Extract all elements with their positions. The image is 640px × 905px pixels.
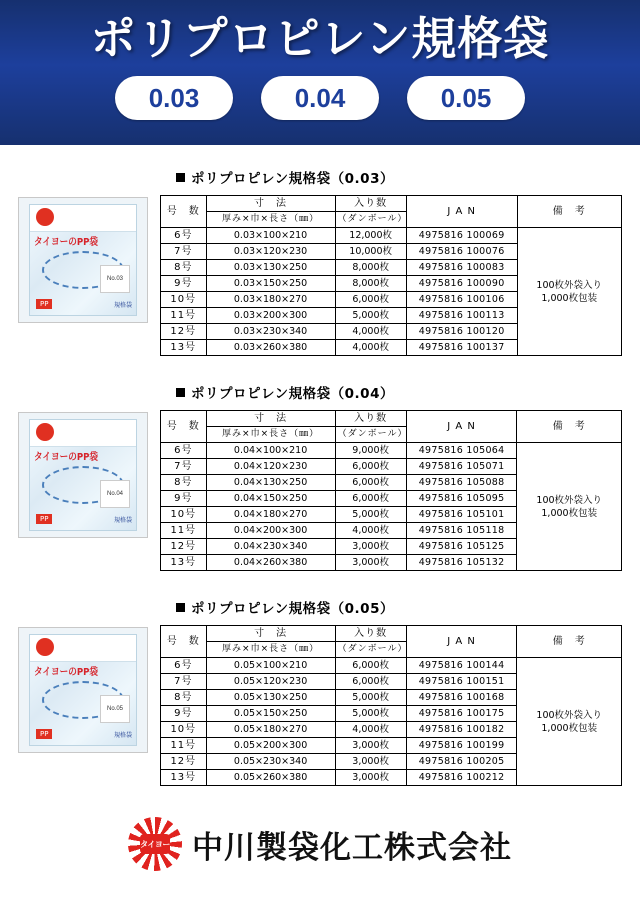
th-qty-sub: （ダンボール） [335,642,406,658]
remarks-line1: 100枚外袋入り [536,279,603,291]
cell-no: 11号 [161,523,207,539]
cell-no: 11号 [161,738,207,754]
cell-jan: 4975816 100137 [406,340,517,356]
bag-red-tag: PP [36,299,52,309]
product-photo-003 [18,197,148,323]
thickness-badge-004: 0.04 [261,76,379,120]
th-qty-sub: （ダンボール） [335,427,406,443]
cell-no: 11号 [161,308,207,324]
section-004 [18,382,622,571]
cell-dim: 0.03×230×340 [206,324,335,340]
cell-dim: 0.04×260×380 [206,555,335,571]
cell-dim: 0.04×130×250 [206,475,335,491]
th-remarks: 備 考 [517,411,622,443]
cell-jan: 4975816 105118 [406,523,517,539]
bag-side-text: 規格袋 [113,302,132,309]
cell-jan: 4975816 105071 [406,459,517,475]
cell-dim: 0.05×260×380 [206,770,335,786]
cell-no: 9号 [161,276,207,292]
cell-no: 6号 [161,228,207,244]
section-title-text-005: ポリプロピレン規格袋（0.05） [191,601,394,617]
cell-jan: 4975816 100205 [406,754,517,770]
bag-side-text: 規格袋 [113,517,132,524]
cell-dim: 0.04×120×230 [206,459,335,475]
cell-jan: 4975816 105125 [406,539,517,555]
cell-qty: 4,000枚 [335,324,406,340]
product-photo-004 [18,412,148,538]
taiyo-logo-icon [36,423,54,441]
remarks-line2: 1,000枚包装 [541,507,598,519]
cell-qty: 12,000枚 [335,228,406,244]
section-title-003 [176,167,622,187]
cell-dim: 0.05×130×250 [206,690,335,706]
cell-jan: 4975816 105095 [406,491,517,507]
table-header-row [161,626,622,642]
cell-no: 13号 [161,555,207,571]
page-content [0,145,640,876]
cell-qty: 9,000枚 [335,443,406,459]
bag-brand-text: タイヨーのPP袋 [34,237,99,248]
section-title-text-003: ポリプロピレン規格袋（0.03） [191,171,394,187]
cell-no: 10号 [161,507,207,523]
th-dim-sub: 厚み×巾×長さ（㎜） [206,642,335,658]
remarks-line2: 1,000枚包装 [541,292,598,304]
cell-dim: 0.05×200×300 [206,738,335,754]
remarks-line1: 100枚外袋入り [536,494,603,506]
cell-no: 12号 [161,754,207,770]
bag-size-label-004: No.04 [100,480,130,508]
cell-qty: 4,000枚 [335,722,406,738]
cell-jan: 4975816 105132 [406,555,517,571]
bag-illustration [29,204,137,316]
cell-dim: 0.05×100×210 [206,658,335,674]
cell-dim: 0.03×130×250 [206,260,335,276]
cell-qty: 5,000枚 [335,308,406,324]
bag-brand-text: タイヨーのPP袋 [34,452,99,463]
spec-table-003 [160,195,622,356]
cell-dim: 0.03×120×230 [206,244,335,260]
cell-remarks [517,443,622,571]
cell-jan: 4975816 100090 [406,276,517,292]
cell-jan: 4975816 105101 [406,507,517,523]
cell-no: 7号 [161,244,207,260]
cell-qty: 8,000枚 [335,260,406,276]
cell-jan: 4975816 100120 [406,324,517,340]
cell-qty: 4,000枚 [335,523,406,539]
th-qty-main: 入り数 [335,196,406,212]
bag-red-tag: PP [36,514,52,524]
th-no: 号 数 [161,196,207,228]
th-no: 号 数 [161,411,207,443]
cell-jan: 4975816 105064 [406,443,517,459]
section-body-004 [18,410,622,571]
cell-jan: 4975816 100076 [406,244,517,260]
bag-illustration [29,634,137,746]
th-remarks: 備 考 [517,196,622,228]
table-header-row [161,411,622,427]
cell-remarks [517,228,622,356]
cell-jan: 4975816 100212 [406,770,517,786]
logo-core-text: タイヨー [140,834,170,854]
cell-jan: 4975816 105088 [406,475,517,491]
cell-jan: 4975816 100182 [406,722,517,738]
th-jan: J A N [406,196,517,228]
th-dim-sub: 厚み×巾×長さ（㎜） [206,212,335,228]
cell-no: 8号 [161,475,207,491]
th-qty-sub: （ダンボール） [335,212,406,228]
cell-qty: 5,000枚 [335,690,406,706]
cell-qty: 5,000枚 [335,706,406,722]
bag-illustration [29,419,137,531]
cell-dim: 0.03×200×300 [206,308,335,324]
bag-size-label-003: No.03 [100,265,130,293]
cell-dim: 0.05×230×340 [206,754,335,770]
cell-dim: 0.04×230×340 [206,539,335,555]
cell-jan: 4975816 100106 [406,292,517,308]
remarks-line1: 100枚外袋入り [536,709,603,721]
spec-table-005 [160,625,622,786]
page-title: ポリプロピレン規格袋 [90,12,550,65]
th-jan: J A N [406,411,517,443]
company-logo-icon [128,817,182,871]
cell-jan: 4975816 100199 [406,738,517,754]
th-jan: J A N [406,626,517,658]
th-dim-main: 寸 法 [206,196,335,212]
cell-no: 12号 [161,324,207,340]
cell-jan: 4975816 100151 [406,674,517,690]
cell-qty: 3,000枚 [335,738,406,754]
cell-qty: 6,000枚 [335,475,406,491]
cell-no: 10号 [161,722,207,738]
thickness-badge-005: 0.05 [407,76,525,120]
cell-no: 13号 [161,770,207,786]
cell-qty: 3,000枚 [335,539,406,555]
cell-jan: 4975816 100083 [406,260,517,276]
cell-no: 6号 [161,658,207,674]
cell-dim: 0.04×180×270 [206,507,335,523]
cell-qty: 3,000枚 [335,555,406,571]
company-name: 中川製袋化工株式会社 [192,829,512,866]
taiyo-logo-icon [36,638,54,656]
cell-no: 13号 [161,340,207,356]
section-title-text-004: ポリプロピレン規格袋（0.04） [191,386,394,402]
cell-dim: 0.03×260×380 [206,340,335,356]
table-row [161,443,622,459]
section-body-005 [18,625,622,786]
cell-qty: 6,000枚 [335,674,406,690]
th-qty-main: 入り数 [335,411,406,427]
th-qty-main: 入り数 [335,626,406,642]
cell-jan: 4975816 100113 [406,308,517,324]
bullet-square-icon [176,173,185,182]
page-header [0,0,640,145]
cell-qty: 8,000枚 [335,276,406,292]
cell-no: 9号 [161,491,207,507]
remarks-line2: 1,000枚包装 [541,722,598,734]
bag-side-text: 規格袋 [113,732,132,739]
spec-table-004 [160,410,622,571]
cell-dim: 0.04×200×300 [206,523,335,539]
cell-no: 9号 [161,706,207,722]
cell-dim: 0.04×100×210 [206,443,335,459]
thickness-badge-row [0,76,640,120]
section-005 [18,597,622,786]
cell-jan: 4975816 100144 [406,658,517,674]
cell-qty: 6,000枚 [335,459,406,475]
cell-jan: 4975816 100175 [406,706,517,722]
cell-qty: 6,000枚 [335,491,406,507]
product-photo-005 [18,627,148,753]
cell-qty: 6,000枚 [335,292,406,308]
bag-brand-text: タイヨーのPP袋 [34,667,99,678]
cell-no: 8号 [161,690,207,706]
bag-size-label-005: No.05 [100,695,130,723]
cell-dim: 0.04×150×250 [206,491,335,507]
section-title-004 [176,382,622,402]
cell-dim: 0.05×180×270 [206,722,335,738]
th-remarks: 備 考 [517,626,622,658]
cell-no: 12号 [161,539,207,555]
cell-qty: 3,000枚 [335,770,406,786]
cell-dim: 0.03×150×250 [206,276,335,292]
section-body-003 [18,195,622,356]
cell-no: 7号 [161,459,207,475]
th-dim-sub: 厚み×巾×長さ（㎜） [206,427,335,443]
cell-qty: 4,000枚 [335,340,406,356]
cell-qty: 3,000枚 [335,754,406,770]
cell-no: 8号 [161,260,207,276]
cell-jan: 4975816 100069 [406,228,517,244]
cell-qty: 5,000枚 [335,507,406,523]
cell-jan: 4975816 100168 [406,690,517,706]
taiyo-logo-icon [36,208,54,226]
page-footer [18,812,622,876]
cell-remarks [517,658,622,786]
cell-dim: 0.03×100×210 [206,228,335,244]
table-header-row [161,196,622,212]
bullet-square-icon [176,388,185,397]
th-dim-main: 寸 法 [206,626,335,642]
bullet-square-icon [176,603,185,612]
th-no: 号 数 [161,626,207,658]
section-title-005 [176,597,622,617]
section-003 [18,167,622,356]
cell-qty: 6,000枚 [335,658,406,674]
cell-no: 10号 [161,292,207,308]
cell-qty: 10,000枚 [335,244,406,260]
table-row [161,228,622,244]
bag-red-tag: PP [36,729,52,739]
thickness-badge-003: 0.03 [115,76,233,120]
cell-dim: 0.05×150×250 [206,706,335,722]
cell-dim: 0.05×120×230 [206,674,335,690]
cell-dim: 0.03×180×270 [206,292,335,308]
cell-no: 6号 [161,443,207,459]
th-dim-main: 寸 法 [206,411,335,427]
cell-no: 7号 [161,674,207,690]
table-row [161,658,622,674]
